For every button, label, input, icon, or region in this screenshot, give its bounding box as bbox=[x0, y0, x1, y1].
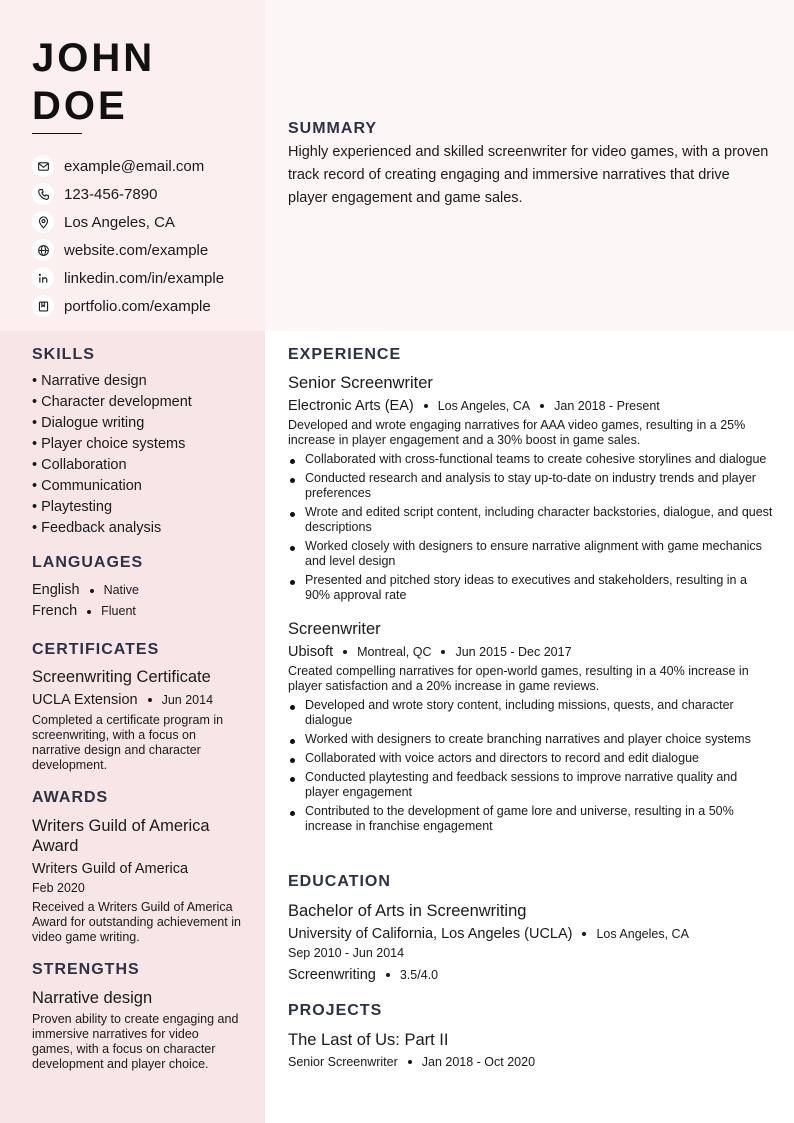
skill-item: • Player choice systems bbox=[32, 436, 186, 452]
skills-title: SKILLS bbox=[32, 346, 95, 363]
contact-email[interactable] bbox=[32, 152, 224, 180]
separator-dot bbox=[424, 404, 428, 408]
job-meta bbox=[288, 642, 773, 662]
portfolio-text: portfolio.com/example bbox=[64, 297, 211, 315]
summary-text: Highly experienced and skilled screenwriter for video games, with a proven track record of creating engaging and immersive narratives that drive player engagement and game sales. bbox=[288, 144, 769, 206]
strengths-section bbox=[32, 961, 242, 1072]
job-bullet: Conducted research and analysis to stay up-to-date on industry trends and player preferences bbox=[288, 471, 773, 501]
job-title: Senior Screenwriter bbox=[288, 374, 433, 392]
education-title: EDUCATION bbox=[288, 873, 391, 890]
name-divider bbox=[32, 133, 82, 134]
contact-linkedin[interactable] bbox=[32, 264, 224, 292]
job-bullet: Collaborated with voice actors and directors to record and edit dialogue bbox=[288, 751, 773, 766]
project-meta bbox=[288, 1052, 773, 1072]
language-name: English bbox=[32, 582, 80, 598]
strength-description: Proven ability to create engaging and immersive narratives for video games, with a focus on character development and player choice. bbox=[32, 1012, 239, 1071]
separator-dot bbox=[582, 932, 586, 936]
separator-dot bbox=[90, 589, 94, 593]
linkedin-text: linkedin.com/in/example bbox=[64, 269, 225, 287]
experience-title: EXPERIENCE bbox=[288, 346, 402, 363]
languages-section bbox=[32, 554, 242, 622]
contact-list bbox=[32, 152, 224, 320]
summary-title: SUMMARY bbox=[288, 120, 378, 137]
separator-dot bbox=[441, 650, 445, 654]
job-bullet: Conducted playtesting and feedback sessions to improve narrative quality and player engagement bbox=[288, 770, 773, 800]
job-bullet: Worked with designers to create branching narratives and player choice systems bbox=[288, 732, 773, 747]
certificate-issuer: UCLA Extension bbox=[32, 692, 138, 708]
projects-title: PROJECTS bbox=[288, 1002, 383, 1019]
first-name: JOHN bbox=[32, 36, 156, 80]
awards-title: AWARDS bbox=[32, 789, 109, 806]
language-level: Fluent bbox=[101, 604, 136, 618]
education-field-row bbox=[288, 965, 773, 985]
awards-section bbox=[32, 789, 242, 945]
contact-phone[interactable] bbox=[32, 180, 224, 208]
mail-icon bbox=[32, 155, 54, 177]
job-bullet: Worked closely with designers to ensure narrative alignment with game mechanics and level design bbox=[288, 539, 773, 569]
education-section bbox=[288, 873, 773, 985]
award-description: Received a Writers Guild of America Award for outstanding achievement in video game writing. bbox=[32, 900, 241, 944]
job-company: Ubisoft bbox=[288, 644, 334, 660]
separator-dot bbox=[148, 698, 152, 702]
contact-portfolio[interactable] bbox=[32, 292, 224, 320]
globe-icon bbox=[32, 239, 54, 261]
job-description: Developed and wrote engaging narratives for AAA video games, resulting in a 25% increase in player engagement and a 30% boost in game sales. bbox=[288, 418, 746, 447]
job-description: Created compelling narratives for open-world games, resulting in a 40% increase in player satisfaction and a 20% increase in game reviews. bbox=[288, 664, 749, 693]
last-name: DOE bbox=[32, 84, 128, 128]
separator-dot bbox=[540, 404, 544, 408]
separator-dot bbox=[386, 973, 390, 977]
job-bullet: Presented and pitched story ideas to executives and stakeholders, resulting in a 90% approval rate bbox=[288, 573, 773, 603]
certificates-title: CERTIFICATES bbox=[32, 641, 160, 658]
contact-website[interactable] bbox=[32, 236, 224, 264]
job-bullet: Contributed to the development of game lore and universe, resulting in a 50% increase in franchise engagement bbox=[288, 804, 773, 834]
email-text: example@email.com bbox=[64, 157, 205, 175]
award-issuer: Writers Guild of America bbox=[32, 861, 189, 877]
school-name: University of California, Los Angeles (UCLA) bbox=[288, 926, 573, 942]
job-dates: Jun 2015 - Dec 2017 bbox=[455, 645, 572, 659]
projects-section bbox=[288, 1002, 773, 1072]
summary-section bbox=[288, 120, 773, 210]
job-bullet: Wrote and edited script content, including character backstories, dialogue, and quest descriptions bbox=[288, 505, 773, 535]
separator-dot bbox=[87, 610, 91, 614]
skill-item: • Playtesting bbox=[32, 499, 113, 515]
separator-dot bbox=[343, 650, 347, 654]
language-item bbox=[32, 601, 242, 622]
job-dates: Jan 2018 - Present bbox=[554, 399, 660, 413]
education-gpa: 3.5/4.0 bbox=[399, 968, 439, 982]
job-bullet: Developed and wrote story content, including missions, quests, and character dialogue bbox=[288, 698, 773, 728]
project-role: Senior Screenwriter bbox=[288, 1055, 398, 1069]
certificate-name: Screenwriting Certificate bbox=[32, 668, 211, 686]
language-item bbox=[32, 580, 242, 601]
location-icon bbox=[32, 211, 54, 233]
job-entry bbox=[288, 619, 773, 834]
skill-item: • Narrative design bbox=[32, 373, 147, 389]
contact-location[interactable] bbox=[32, 208, 224, 236]
job-bullets bbox=[288, 698, 773, 834]
project-dates: Jan 2018 - Oct 2020 bbox=[421, 1055, 536, 1069]
website-text: website.com/example bbox=[64, 241, 209, 259]
award-date: Feb 2020 bbox=[32, 881, 85, 895]
skill-item: • Dialogue writing bbox=[32, 415, 145, 431]
phone-icon bbox=[32, 183, 54, 205]
school-location: Los Angeles, CA bbox=[596, 927, 689, 941]
certificate-description: Completed a certificate program in screenwriting, with a focus on narrative design and character development. bbox=[32, 713, 224, 772]
candidate-name bbox=[32, 34, 155, 130]
degree-name: Bachelor of Arts in Screenwriting bbox=[288, 902, 527, 920]
skill-item: • Feedback analysis bbox=[32, 520, 162, 536]
language-level: Native bbox=[103, 583, 139, 597]
skill-item: • Character development bbox=[32, 394, 192, 410]
separator-dot bbox=[408, 1060, 412, 1064]
job-meta bbox=[288, 396, 773, 416]
award-name: Writers Guild of America Award bbox=[32, 817, 210, 855]
job-company: Electronic Arts (EA) bbox=[288, 398, 414, 414]
skill-item: • Collaboration bbox=[32, 457, 127, 473]
sidebar-content bbox=[32, 346, 242, 1072]
language-name: French bbox=[32, 603, 78, 619]
linkedin-icon bbox=[32, 267, 54, 289]
strengths-title: STRENGTHS bbox=[32, 961, 140, 978]
experience-section bbox=[288, 346, 773, 834]
portfolio-icon bbox=[32, 295, 54, 317]
location-text: Los Angeles, CA bbox=[64, 213, 175, 231]
job-location: Los Angeles, CA bbox=[437, 399, 531, 413]
languages-title: LANGUAGES bbox=[32, 554, 144, 571]
education-field: Screenwriting bbox=[288, 967, 376, 983]
education-meta bbox=[288, 924, 773, 944]
skill-item: • Communication bbox=[32, 478, 142, 494]
phone-text: 123-456-7890 bbox=[64, 185, 158, 203]
job-title: Screenwriter bbox=[288, 620, 381, 638]
job-entry bbox=[288, 373, 773, 603]
strength-name: Narrative design bbox=[32, 989, 153, 1007]
certificate-meta bbox=[32, 690, 242, 710]
job-bullet: Collaborated with cross-functional teams to create cohesive storylines and dialogue bbox=[288, 452, 773, 467]
project-name: The Last of Us: Part II bbox=[288, 1031, 449, 1049]
job-bullets bbox=[288, 452, 773, 603]
education-dates: Sep 2010 - Jun 2014 bbox=[288, 946, 405, 960]
skills-section bbox=[32, 346, 242, 539]
certificates-section bbox=[32, 641, 242, 773]
job-location: Montreal, QC bbox=[357, 645, 432, 659]
certificate-date: Jun 2014 bbox=[161, 693, 214, 707]
